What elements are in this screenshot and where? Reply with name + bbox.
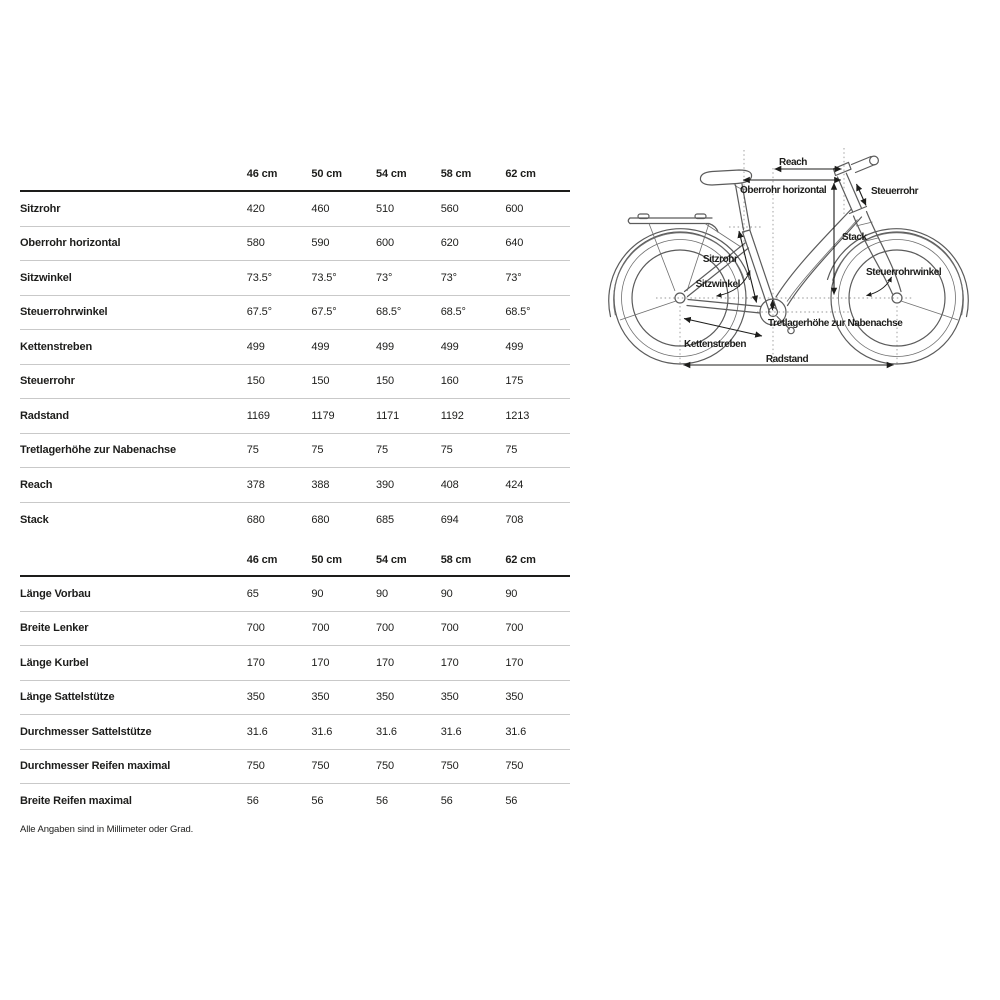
cell-value: 31.6 [505, 725, 527, 738]
cell-value: 680 [311, 513, 330, 526]
table-row [20, 612, 570, 647]
radstand-label: Radstand [765, 354, 809, 365]
cell-value: 31.6 [311, 725, 333, 738]
row-label: Stack [20, 513, 49, 526]
cell-value: 150 [311, 375, 330, 388]
kettenstreben-label: Kettenstreben [684, 339, 747, 350]
table-row [20, 434, 570, 469]
cell-value: 694 [440, 513, 459, 526]
cell-value: 160 [440, 375, 459, 388]
cell-value: 170 [311, 656, 330, 669]
table-row [20, 503, 570, 538]
cell-value: 75 [376, 444, 388, 457]
row-label: Sitzrohr [20, 202, 61, 215]
cell-value: 750 [440, 760, 459, 773]
row-label: Breite Lenker [20, 622, 89, 635]
steuerrohr-label: Steuerrohr [871, 186, 919, 197]
reach-label: Reach [779, 157, 808, 168]
cell-value: 67.5° [311, 306, 337, 319]
table-row [20, 365, 570, 400]
cell-value: 685 [376, 513, 394, 526]
cell-value: 150 [376, 375, 394, 388]
cell-value: 73° [505, 271, 522, 284]
cell-value: 590 [311, 237, 330, 250]
table-row [20, 750, 570, 785]
cell-value: 499 [246, 340, 265, 353]
kettenstreben-arrow [684, 319, 762, 337]
cell-value: 68.5° [376, 306, 402, 319]
cell-value: 31.6 [376, 725, 397, 738]
cell-value: 408 [440, 478, 459, 491]
cell-value: 31.6 [246, 725, 268, 738]
cell-value: 90 [505, 587, 518, 600]
cell-value: 390 [376, 478, 394, 491]
cell-value: 90 [311, 587, 324, 600]
cell-value: 31.6 [440, 725, 462, 738]
cell-value: 700 [376, 622, 394, 635]
down-tube [776, 210, 862, 306]
cell-value: 700 [440, 622, 459, 635]
bike-geometry-diagram [600, 130, 1000, 390]
cell-value: 388 [311, 478, 330, 491]
cell-value: 175 [505, 375, 524, 388]
cell-value: 680 [246, 513, 265, 526]
cell-value: 700 [246, 622, 265, 635]
cell-value: 73.5° [311, 271, 337, 284]
size-header-row [20, 158, 570, 192]
table-row [20, 784, 570, 819]
row-label: Steuerrohr [20, 375, 75, 388]
table-row [20, 468, 570, 503]
size-header: 62 cm [505, 554, 536, 566]
table-row [20, 330, 570, 365]
cell-value: 75 [311, 444, 324, 457]
cell-value: 700 [505, 622, 524, 635]
size-header: 50 cm [311, 168, 342, 180]
cell-value: 170 [440, 656, 459, 669]
cell-value: 1171 [376, 409, 400, 422]
size-header: 58 cm [440, 554, 472, 566]
cell-value: 56 [440, 795, 453, 808]
rear-fender [609, 229, 750, 320]
cell-value: 90 [376, 587, 388, 600]
cell-value: 67.5° [246, 306, 272, 319]
table-row [20, 399, 570, 434]
sitzwinkel-label: Sitzwinkel [695, 279, 740, 290]
cell-value: 56 [505, 795, 518, 808]
cell-value: 499 [440, 340, 459, 353]
row-label: Radstand [20, 409, 69, 422]
head-tube [834, 162, 862, 211]
stack-label: Stack [842, 232, 867, 243]
cell-value: 640 [505, 237, 524, 250]
cell-value: 620 [440, 237, 459, 250]
cell-value: 750 [376, 760, 394, 773]
cell-value: 350 [311, 691, 330, 704]
row-label: Reach [20, 478, 53, 491]
cell-value: 1179 [311, 409, 335, 422]
row-label: Oberrohr horizontal [20, 237, 121, 250]
cell-value: 378 [246, 478, 265, 491]
table-row [20, 261, 570, 296]
cell-value: 73° [376, 271, 393, 284]
size-header: 58 cm [440, 168, 472, 180]
row-label: Tretlagerhöhe zur Nabenachse [20, 444, 176, 457]
cell-value: 350 [440, 691, 459, 704]
cell-value: 750 [505, 760, 524, 773]
cell-value: 65 [246, 587, 259, 600]
cell-value: 73.5° [246, 271, 272, 284]
table-row [20, 192, 570, 227]
sitzrohr-label: Sitzrohr [702, 254, 738, 265]
row-label: Breite Reifen maximal [20, 795, 132, 808]
cell-value: 750 [246, 760, 265, 773]
cell-value: 75 [440, 444, 453, 457]
size-header: 62 cm [505, 168, 536, 180]
size-header: 46 cm [246, 168, 278, 180]
table-row [20, 646, 570, 681]
cell-value: 73° [440, 271, 457, 284]
cell-value: 68.5° [505, 306, 531, 319]
cell-value: 600 [376, 237, 394, 250]
tretlager-label: Tretlagerhöhe zur Nabenachse [768, 318, 903, 329]
cell-value: 499 [505, 340, 524, 353]
steuerrohrwinkel-arc [867, 277, 892, 296]
row-label: Kettenstreben [20, 340, 93, 353]
oberrohr-label: Oberrohr horizontal [740, 185, 827, 196]
table-row [20, 681, 570, 716]
cell-value: 56 [311, 795, 324, 808]
cell-value: 350 [505, 691, 524, 704]
seat-tube [743, 230, 777, 312]
cell-value: 75 [505, 444, 518, 457]
cell-value: 499 [376, 340, 394, 353]
cell-value: 1213 [505, 409, 530, 422]
size-header: 54 cm [376, 168, 407, 180]
steuerrohrwinkel-label: Steuerrohrwinkel [866, 267, 942, 278]
size-header: 54 cm [376, 554, 407, 566]
row-label: Länge Sattelstütze [20, 691, 115, 704]
cell-value: 150 [246, 375, 265, 388]
handlebar-grip [852, 156, 879, 172]
cell-value: 350 [376, 691, 394, 704]
cell-value: 560 [440, 202, 459, 215]
cell-value: 510 [376, 202, 394, 215]
cell-value: 499 [311, 340, 330, 353]
cell-value: 56 [376, 795, 388, 808]
row-label: Durchmesser Sattelstütze [20, 725, 152, 738]
cell-value: 750 [311, 760, 330, 773]
row-label: Steuerrohrwinkel [20, 306, 108, 319]
cell-value: 170 [246, 656, 265, 669]
cell-value: 68.5° [440, 306, 466, 319]
geometry-table [20, 158, 570, 819]
cell-value: 170 [505, 656, 524, 669]
size-header: 50 cm [311, 554, 342, 566]
table-row [20, 227, 570, 262]
cell-value: 56 [246, 795, 259, 808]
row-label: Länge Kurbel [20, 656, 89, 669]
table-row [20, 296, 570, 331]
cell-value: 580 [246, 237, 265, 250]
cell-value: 420 [246, 202, 265, 215]
table-row [20, 577, 570, 612]
cell-value: 700 [311, 622, 330, 635]
cell-value: 1192 [440, 409, 464, 422]
cell-value: 708 [505, 513, 524, 526]
cell-value: 600 [505, 202, 524, 215]
row-label: Sitzwinkel [20, 271, 72, 284]
cell-value: 90 [440, 587, 453, 600]
chain-stays [687, 300, 761, 314]
cell-value: 460 [311, 202, 330, 215]
size-header: 46 cm [246, 554, 278, 566]
steuerrohr-arrow [857, 184, 867, 206]
units-footnote: Alle Angaben sind in Millimeter oder Grad. [20, 824, 194, 835]
cell-value: 170 [376, 656, 394, 669]
cell-value: 75 [246, 444, 259, 457]
row-label: Durchmesser Reifen maximal [20, 760, 171, 773]
row-label: Länge Vorbau [20, 587, 91, 600]
cell-value: 424 [505, 478, 524, 491]
cell-value: 350 [246, 691, 265, 704]
dimension-labels [684, 157, 942, 365]
cell-value: 1169 [246, 409, 270, 422]
size-header-row-2 [20, 537, 570, 577]
table-row [20, 715, 570, 750]
